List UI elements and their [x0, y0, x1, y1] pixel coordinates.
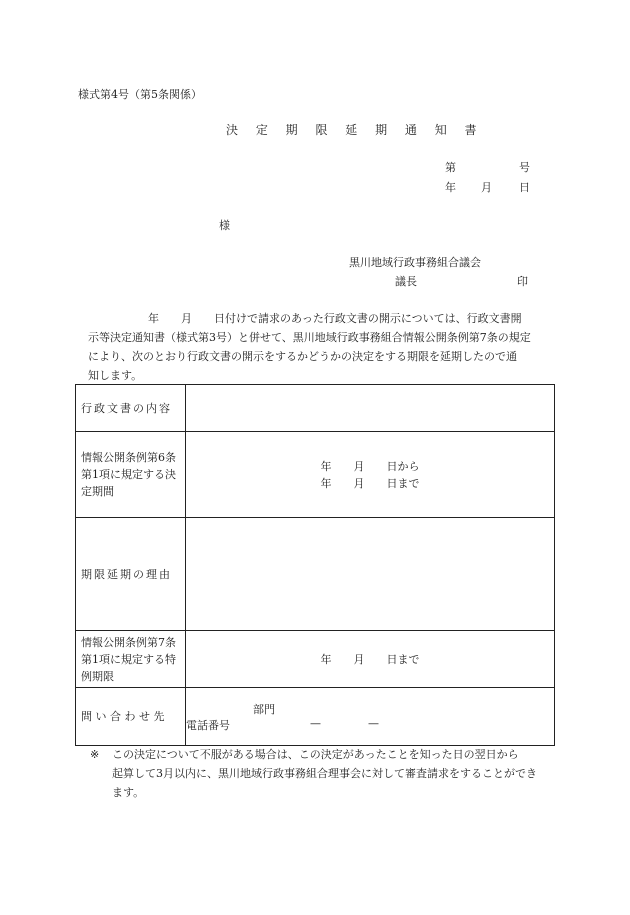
content-label: 行政文書の内容 — [76, 385, 186, 432]
form-number-label: 様式第4号（第5条関係） — [78, 88, 202, 101]
table-row — [76, 518, 555, 631]
chair-title: 議長 — [395, 275, 417, 288]
note-line-1: この決定について不服がある場合は、この決定があったことを知った日の翌日から — [112, 748, 519, 761]
contact-department: 部門 — [253, 703, 275, 716]
phone-dash-2: — — [368, 717, 379, 730]
contact-value — [186, 688, 555, 746]
phone-dash-1: — — [310, 717, 321, 730]
table-row — [76, 631, 555, 688]
decision-period-from: 年 月 日から — [320, 459, 420, 473]
organization-name: 黒川地域行政事務組合議会 — [349, 256, 481, 269]
extension-reason-label: 期限延期の理由 — [76, 518, 186, 631]
table-row — [76, 432, 555, 518]
notice-body — [88, 309, 558, 385]
content-value — [186, 385, 555, 432]
special-deadline-value: 年 月 日まで — [186, 631, 555, 688]
date-year: 年 — [445, 181, 456, 194]
special-deadline-label: 情報公開条例第7条第1項に規定する特例期限 — [76, 631, 186, 688]
decision-period-to: 年 月 日まで — [320, 476, 420, 490]
document-number-line — [445, 162, 530, 173]
table-row — [76, 385, 555, 432]
appeal-note — [90, 745, 560, 802]
note-mark: ※ — [90, 748, 100, 761]
body-line-4: 知します。 — [88, 369, 143, 382]
note-line-2: 起算して3月以内に、黒川地域行政事務組合理事会に対して審査請求をすることができ — [112, 767, 537, 780]
extension-reason-value — [186, 518, 555, 631]
number-suffix: 号 — [519, 161, 530, 174]
contact-phone-label: 電話番号 — [186, 719, 230, 732]
document-title: 決 定 期 限 延 期 通 知 書 — [226, 123, 484, 137]
seal-mark: 印 — [517, 275, 528, 288]
note-line-3: ます。 — [112, 786, 145, 799]
body-line-2: 示等決定通知書（様式第3号）と併せて、黒川地域行政事務組合情報公開条例第7条の規定 — [88, 331, 531, 344]
number-prefix: 第 — [445, 161, 456, 174]
date-day: 日 — [519, 181, 530, 194]
table-row — [76, 688, 555, 746]
addressee-suffix: 様 — [219, 219, 230, 232]
decision-period-label: 情報公開条例第6条第1項に規定する決定期間 — [76, 432, 186, 518]
details-table — [75, 384, 555, 746]
body-line-1: 年 月 日付けで請求のあった行政文書の開示については、行政文書開 — [148, 312, 522, 325]
decision-period-value — [186, 432, 555, 518]
body-line-3: により、次のとおり行政文書の開示をするかどうかの決定をする期限を延期したので通 — [88, 350, 517, 363]
contact-label: 問 い 合 わ せ 先 — [76, 688, 186, 746]
date-month: 月 — [481, 181, 492, 194]
